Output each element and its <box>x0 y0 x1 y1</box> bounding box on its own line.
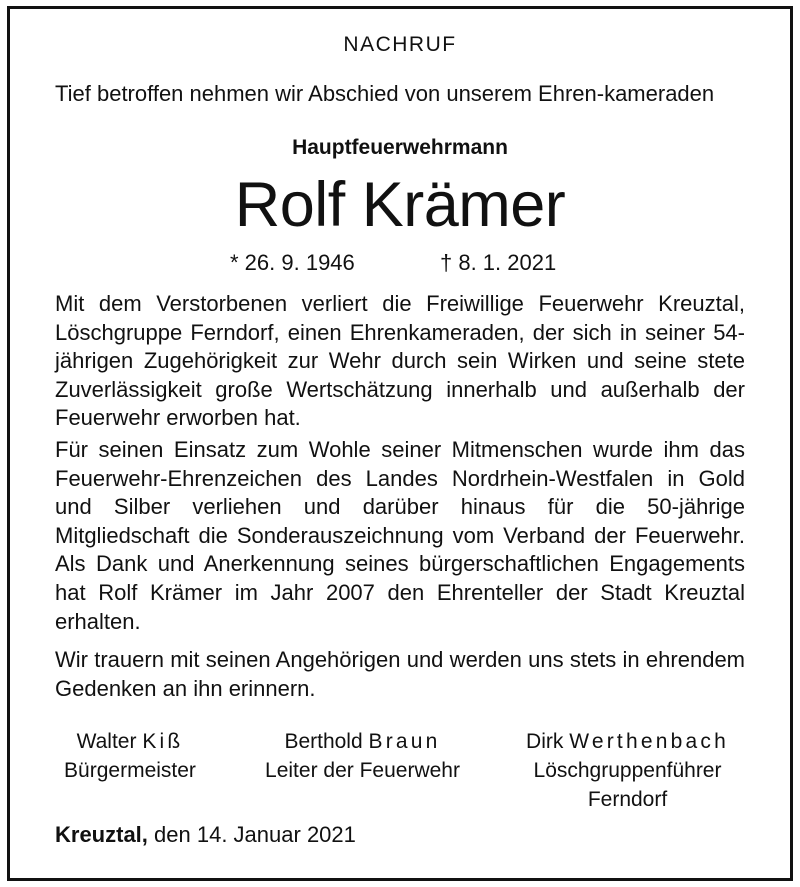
signer-name: Walter Kiß <box>76 730 184 753</box>
paragraph-mourning: Wir trauern mit seinen Angehörigen und werden uns stets in ehrendem Gedenken an ihn erinnern. <box>55 647 745 701</box>
place: Kreuztal, <box>55 822 148 847</box>
date: den 14. Januar 2021 <box>154 822 356 847</box>
notice-heading: NACHRUF <box>343 33 457 56</box>
signer-fire-chief <box>240 727 485 785</box>
death-date: † 8. 1. 2021 <box>440 250 557 275</box>
intro-text: Tief betroffen nehmen wir Abschied von unserem Ehren-kameraden <box>55 81 715 106</box>
signer-title-location: Ferndorf <box>587 788 668 811</box>
rank-title: Hauptfeuerwehrmann <box>292 136 508 159</box>
signer-group-leader <box>495 727 760 814</box>
paragraph-honors: Für seinen Einsatz zum Wohle seiner Mitmenschen wurde ihm das Feuerwehr-Ehrenzeichen des Landes Nordrhein-Westfalen in Gold und Silber verliehen und darüber hinaus für die 50-jährige Mitgliedschaft die Sonderauszeichnung vom Verband der Feuerwehr. Als Dank und Anerkennung seines bürgerschaftlichen Engagements hat Rolf Krämer im Jahr 2007 den Ehrenteller der Stadt Kreuztal erhalten. <box>55 437 745 634</box>
birth-date: * 26. 9. 1946 <box>230 250 355 275</box>
signer-title: Bürgermeister <box>64 759 196 782</box>
signer-mayor <box>45 727 215 785</box>
signer-title: Löschgruppenführer <box>533 759 722 782</box>
place-date-line <box>55 822 356 848</box>
deceased-name: Rolf Krämer <box>234 170 566 240</box>
signer-title: Leiter der Feuerwehr <box>265 759 460 782</box>
signer-name: Dirk Werthenbach <box>526 730 729 753</box>
signer-name: Berthold Braun <box>284 730 441 753</box>
paragraph-tribute: Mit dem Verstorbenen verliert die Freiwillige Feuerwehr Kreuztal, Löschgruppe Ferndorf, einen Ehrenkameraden, der sich in seiner 54-jährigen Zugehörigkeit zur Wehr durch sein Wirken und seine stete Zuverlässigkeit große Wertschätzung innerhalb und außerhalb der Feuerwehr erworben hat. <box>55 291 745 431</box>
